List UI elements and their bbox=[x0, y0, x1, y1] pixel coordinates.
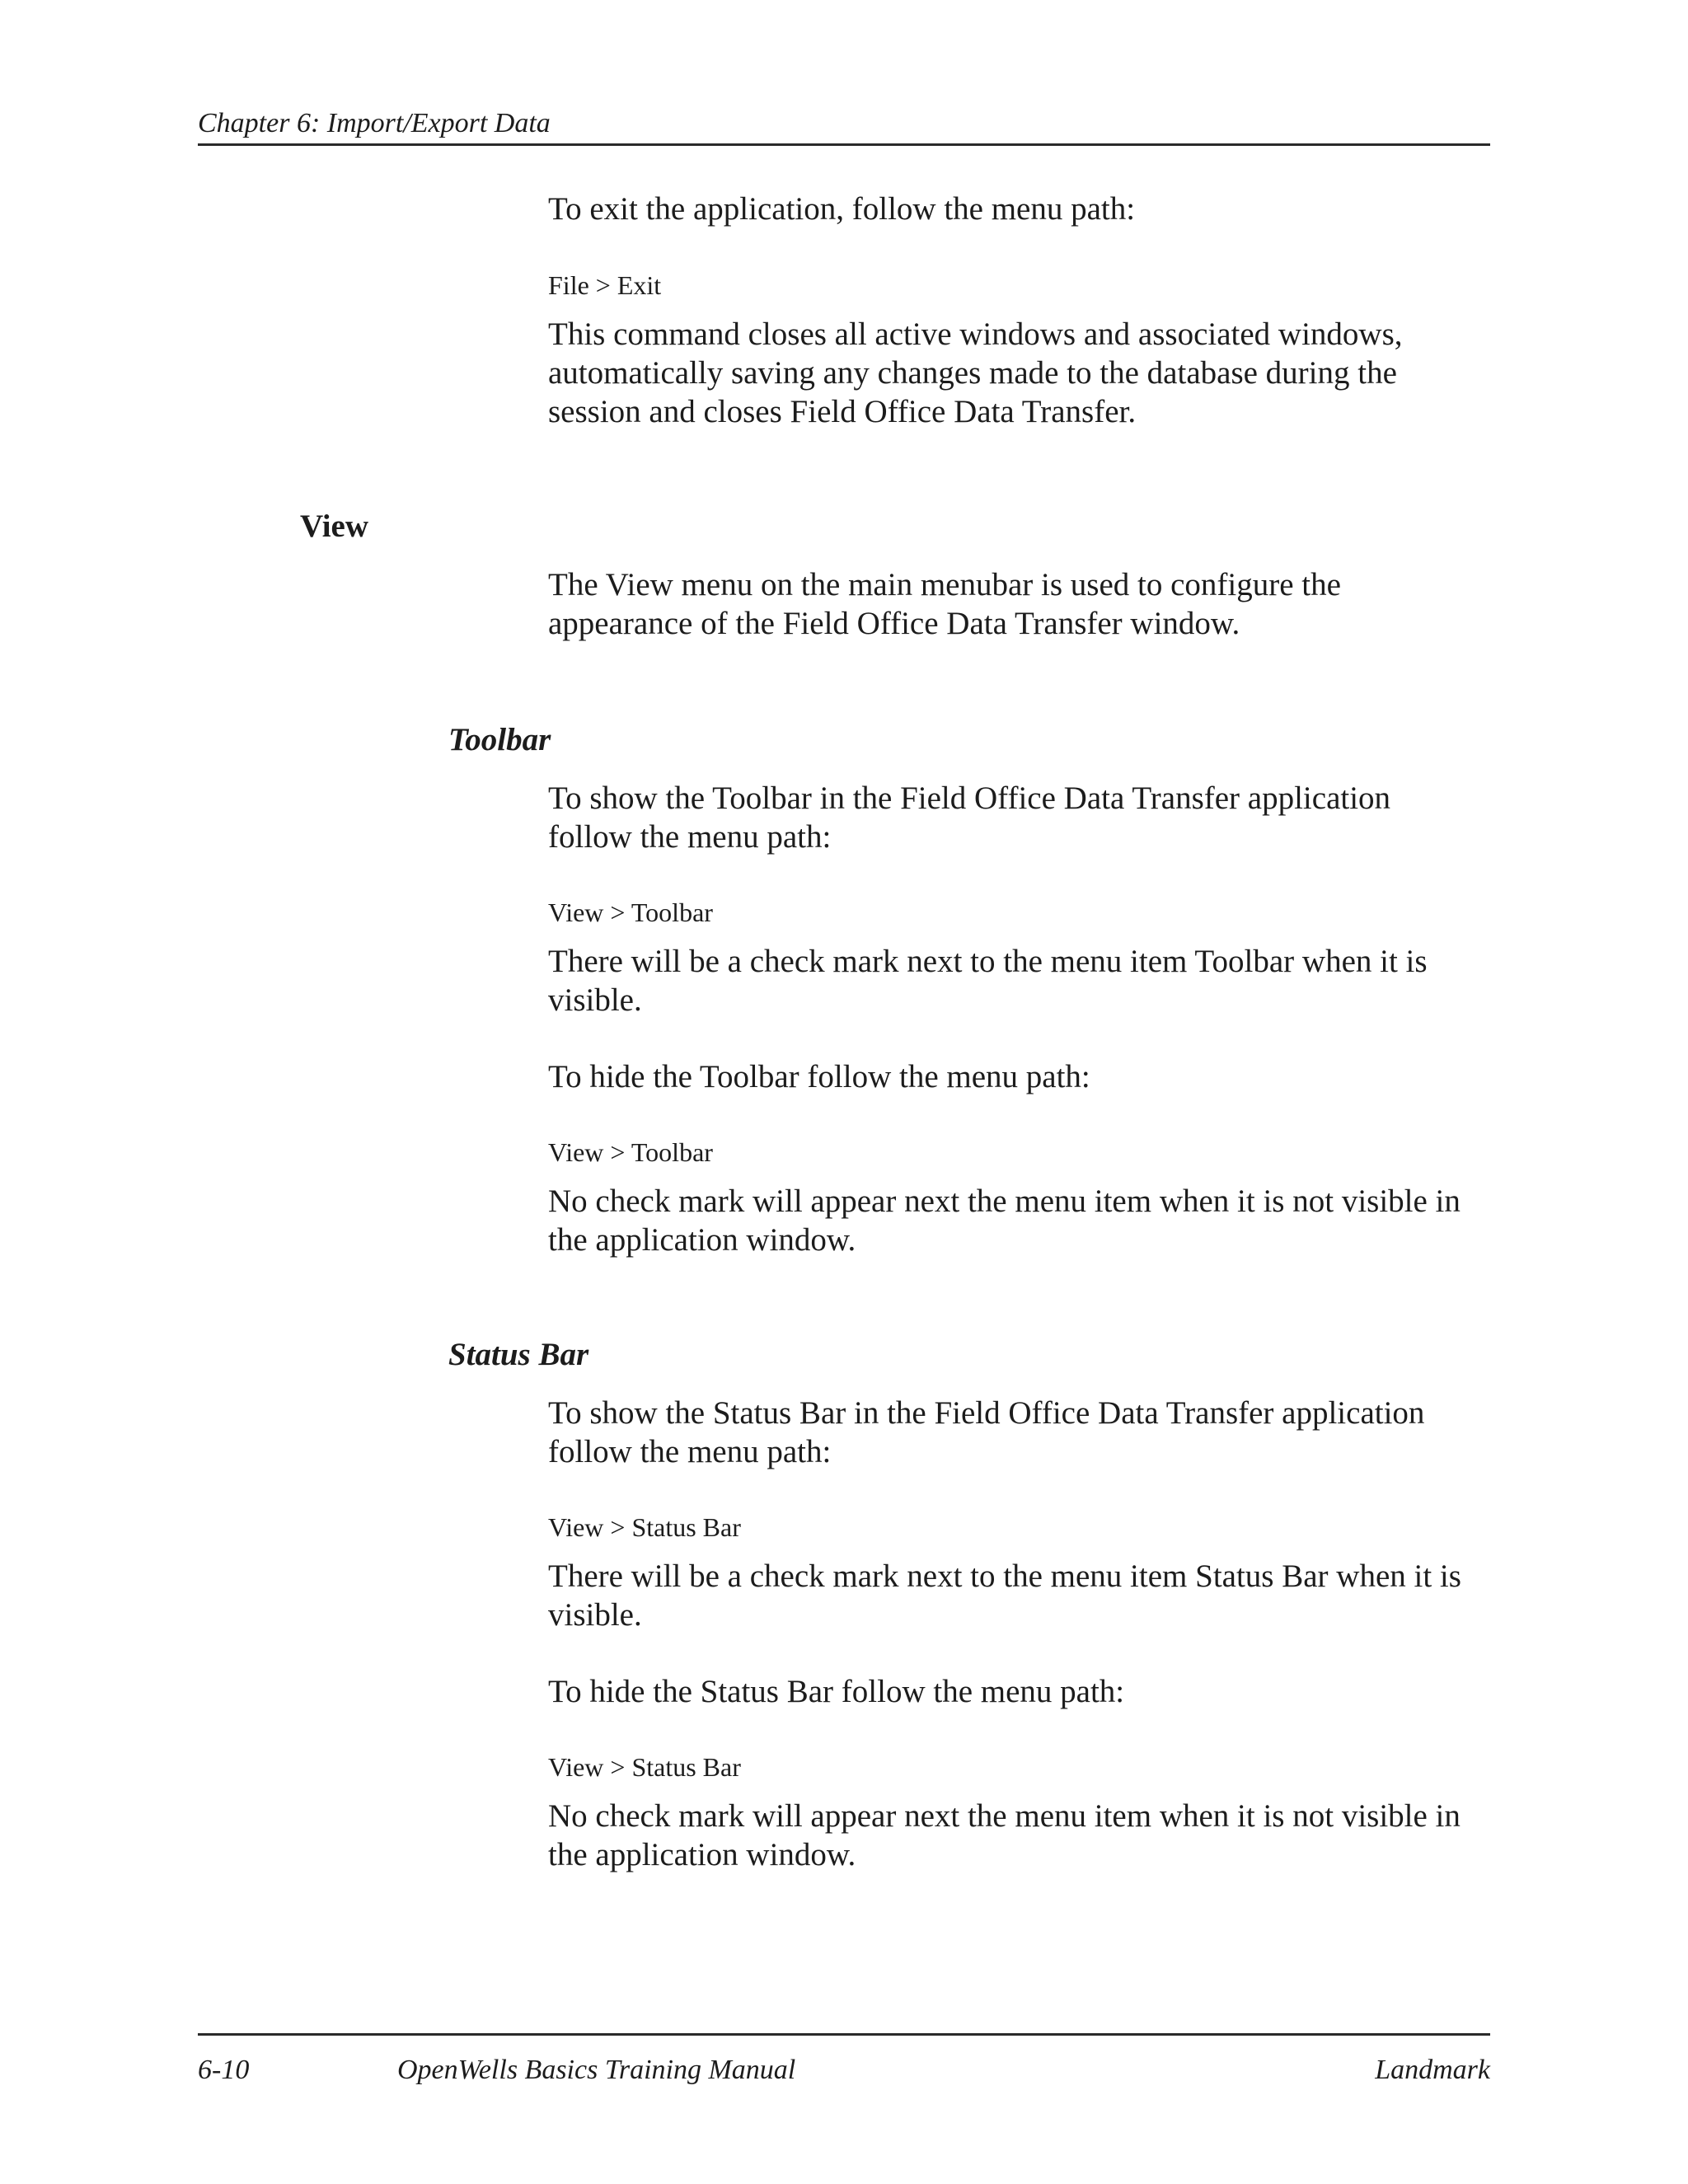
statusbar-nocheck-line: the application window. bbox=[548, 1837, 856, 1872]
view-description bbox=[548, 565, 1496, 643]
view-description-line: The View menu on the main menubar is used to configure the bbox=[548, 567, 1341, 602]
section-heading-view: View bbox=[300, 509, 369, 544]
statusbar-hide-text: To hide the Status Bar follow the menu path: bbox=[548, 1674, 1125, 1709]
toolbar-nocheck-line: the application window. bbox=[548, 1222, 856, 1258]
toolbar-check-text bbox=[548, 942, 1496, 1019]
toolbar-nocheck-line: No check mark will appear next the menu item when it is not visible in bbox=[548, 1183, 1461, 1219]
subsection-heading-toolbar: Toolbar bbox=[448, 722, 551, 757]
toolbar-show-text bbox=[548, 779, 1496, 856]
page-number: 6-10 bbox=[198, 2055, 250, 2085]
menu-path-view-toolbar-hide: View > Toolbar bbox=[548, 1137, 713, 1167]
toolbar-check-line: visible. bbox=[548, 982, 642, 1018]
footer-rule bbox=[198, 2033, 1490, 2036]
exit-description-line: session and closes Field Office Data Transfer. bbox=[548, 394, 1137, 429]
subsection-heading-status-bar: Status Bar bbox=[448, 1337, 589, 1372]
statusbar-nocheck-line: No check mark will appear next the menu item when it is not visible in bbox=[548, 1798, 1461, 1834]
exit-description-line: This command closes all active windows and associated windows, bbox=[548, 316, 1403, 352]
toolbar-show-line: To show the Toolbar in the Field Office Data Transfer application bbox=[548, 780, 1391, 816]
view-description-line: appearance of the Field Office Data Transfer window. bbox=[548, 606, 1240, 641]
statusbar-show-line: To show the Status Bar in the Field Office Data Transfer application bbox=[548, 1395, 1425, 1431]
menu-path-view-status-bar-hide: View > Status Bar bbox=[548, 1752, 741, 1782]
statusbar-check-text bbox=[548, 1557, 1496, 1634]
manual-title: OpenWells Basics Training Manual bbox=[397, 2055, 796, 2085]
running-header: Chapter 6: Import/Export Data bbox=[198, 105, 1490, 146]
statusbar-check-line: visible. bbox=[548, 1597, 642, 1633]
exit-description bbox=[548, 315, 1496, 431]
toolbar-hide-text: To hide the Toolbar follow the menu path: bbox=[548, 1059, 1090, 1094]
exit-description-line: automatically saving any changes made to the database during the bbox=[548, 355, 1397, 391]
menu-path-file-exit: File > Exit bbox=[548, 270, 662, 300]
toolbar-show-line: follow the menu path: bbox=[548, 819, 832, 855]
statusbar-check-line: There will be a check mark next to the menu item Status Bar when it is bbox=[548, 1558, 1461, 1594]
toolbar-check-line: There will be a check mark next to the menu item Toolbar when it is bbox=[548, 944, 1428, 979]
publisher-name: Landmark bbox=[1375, 2055, 1490, 2085]
menu-path-view-status-bar: View > Status Bar bbox=[548, 1512, 741, 1542]
toolbar-nocheck-text bbox=[548, 1182, 1496, 1259]
exit-intro: To exit the application, follow the menu path: bbox=[548, 191, 1136, 227]
statusbar-show-line: follow the menu path: bbox=[548, 1434, 832, 1469]
statusbar-nocheck-text bbox=[548, 1797, 1496, 1874]
menu-path-view-toolbar: View > Toolbar bbox=[548, 898, 713, 927]
statusbar-show-text bbox=[548, 1394, 1496, 1471]
